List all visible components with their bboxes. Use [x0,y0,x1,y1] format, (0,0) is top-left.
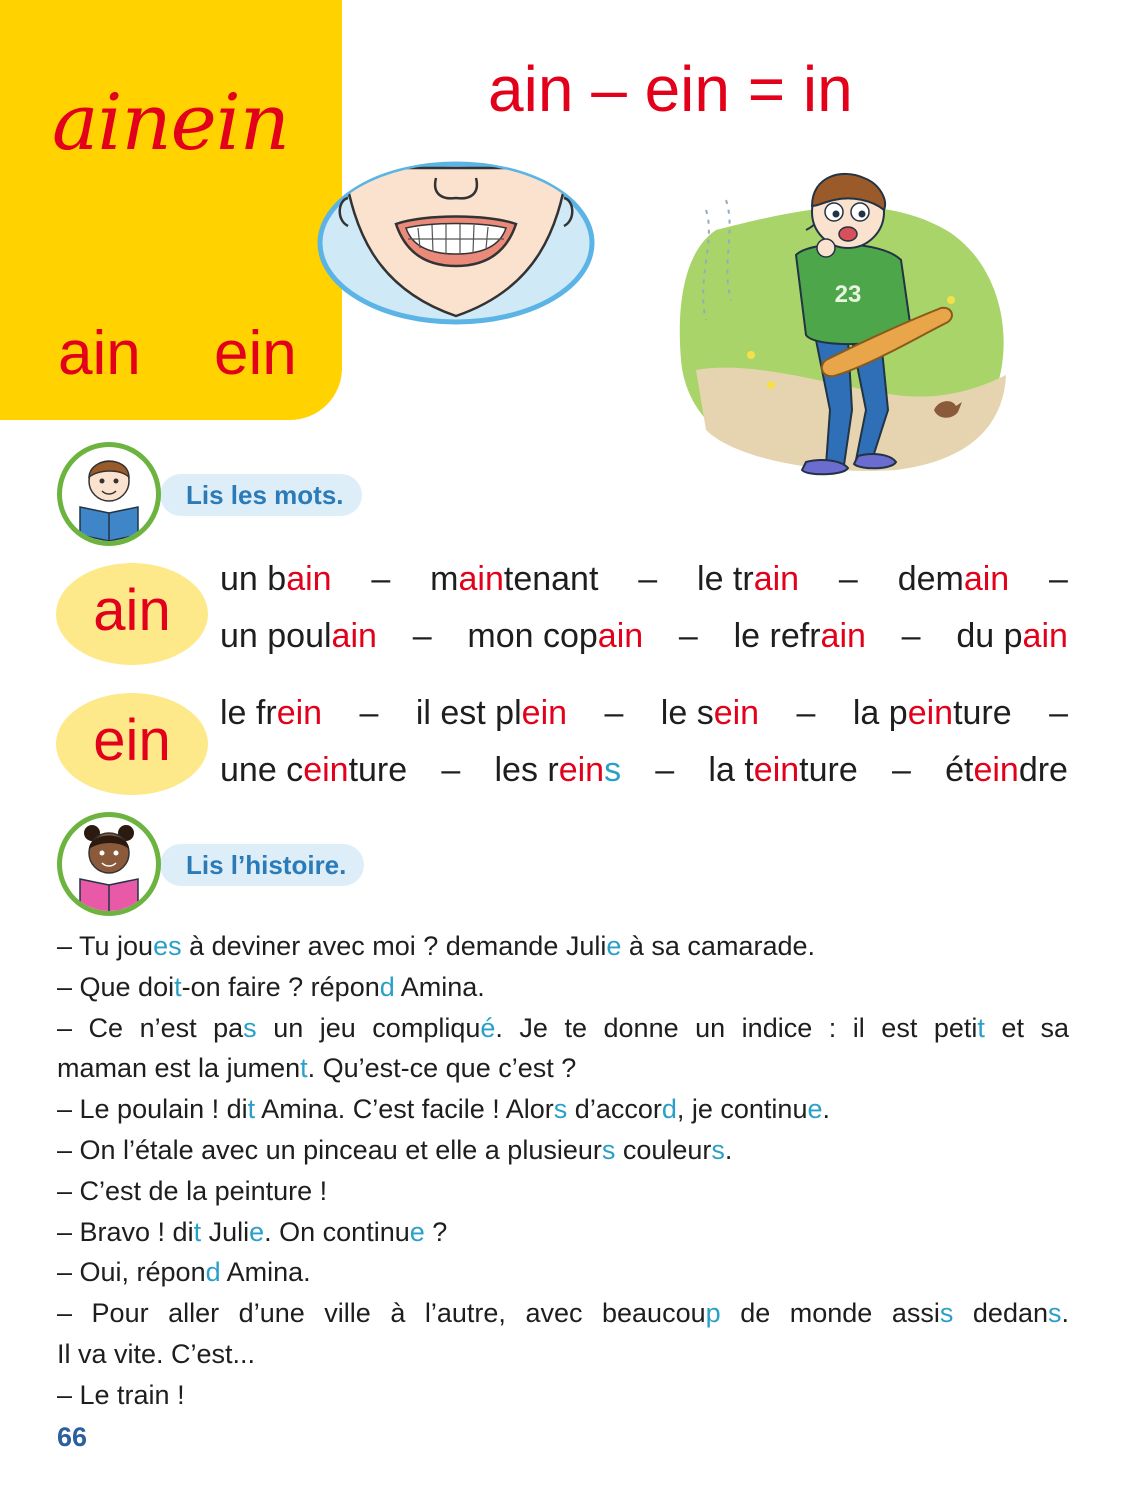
highlighted-grapheme: ein [753,751,800,789]
word-separator: – [359,694,379,732]
silent-letter: e [409,1216,425,1247]
silent-letter: es [153,931,182,961]
silent-letter: s [1048,1298,1062,1329]
word: éteindre [945,751,1068,789]
grapheme-ein: ein [214,319,297,388]
story-text [57,926,1069,1416]
word-separator: – [638,560,658,598]
ain-words-line-1 [220,560,1068,599]
highlighted-grapheme: ein [973,751,1019,789]
highlighted-grapheme: ein [521,694,568,732]
story-line: – C’est de la peinture ! [57,1175,328,1206]
story-line: maman est la jument. Qu’est-ce que c’est ? [57,1053,577,1084]
highlighted-grapheme: ain [331,617,377,655]
silent-letter: t [977,1012,985,1043]
word: le frein [220,694,323,732]
word: les reins [494,751,622,789]
highlighted-grapheme: ain [597,617,644,655]
word: le sein [660,694,760,732]
word-separator: – [371,560,391,598]
silent-letter: d [205,1257,221,1288]
silent-letter: s [601,1134,616,1165]
story-line: – Bravo ! dit Julie. On continue ? [57,1216,448,1247]
silent-letter: d [379,971,395,1002]
cursive-label: ainein [52,78,290,168]
highlighted-grapheme: ein [713,694,760,732]
highlighted-grapheme: ain [458,560,504,598]
silent-letter: t [247,1094,256,1125]
word: le train [697,560,800,598]
word-separator: – [796,694,816,732]
silent-letter: e [249,1216,265,1247]
silent-letter: t [174,971,182,1002]
story-line: – Tu joues à deviner avec moi ? demande Julie à sa camarade. [57,931,815,961]
word-separator: – [412,617,432,655]
smiling-mouth-illustration [314,158,598,328]
word: un poulain [220,617,377,655]
word-separator: – [655,751,675,789]
word: un bain [220,560,332,598]
silent-letter: s [553,1094,568,1125]
silent-letter: s [939,1298,954,1329]
word: il est plein [415,694,568,732]
highlighted-grapheme: ain [1022,617,1068,655]
page-title: ain – ein = in [488,53,853,125]
word: le refrain [733,617,866,655]
silent-letter: é [480,1012,496,1043]
sound-badge-ain: ain [56,563,208,665]
highlighted-grapheme: ein [303,751,349,789]
highlighted-grapheme: ain [753,560,800,598]
story-line: – Ce n’est pas un jeu compliqué. Je te donne un indice : il est petit et sa [57,1012,1069,1043]
word: mon copain [467,617,644,655]
story-line: – Oui, répond Amina. [57,1257,311,1288]
grapheme-ain: ain [58,319,141,388]
word: une ceinture [220,751,408,789]
silent-letter: e [606,931,622,961]
page-number: 66 [57,1422,88,1452]
word-separator: – [1049,560,1068,598]
word: la teinture [708,751,858,789]
jersey-number: 23 [834,281,862,308]
highlighted-grapheme: ein [907,694,954,732]
word-separator: – [678,617,698,655]
ein-words-line-1 [220,694,1068,733]
ein-words-line-2 [220,751,1068,790]
instruction-read-words: Lis les mots. [160,474,362,516]
word-separator: – [901,617,921,655]
highlighted-grapheme: ain [820,617,866,655]
ain-words-line-2 [220,617,1068,656]
word: maintenant [430,560,599,598]
girl-reading-avatar [57,812,161,916]
highlighted-grapheme: ain [286,560,332,598]
instruction-read-story: Lis l’histoire. [160,844,364,886]
boy-reading-avatar [57,442,161,546]
silent-letter: s [243,1012,257,1043]
story-line: – Pour aller d’une ville à l’autre, avec beaucoup de monde assis dedans. [57,1298,1070,1329]
silent-letter: s [604,751,622,789]
word: la peinture [852,694,1012,732]
story-line: – Que doit-on faire ? répond Amina. [57,971,485,1002]
word-separator: – [891,751,911,789]
word-separator: – [441,751,461,789]
story-line: – Le poulain ! dit Amina. C’est facile ! Alors d’accord, je continue. [57,1094,831,1125]
word: du pain [956,617,1068,655]
boy-eating-baguette-illustration [676,170,1016,480]
silent-letter: t [300,1053,308,1084]
silent-letter: d [661,1094,677,1125]
silent-letter: t [193,1216,202,1247]
highlighted-grapheme: ein [558,751,605,789]
word: demain [897,560,1010,598]
story-line: Il va vite. C’est... [57,1338,256,1369]
word-separator: – [1049,694,1068,732]
highlighted-grapheme: ain [963,560,1010,598]
highlighted-grapheme: ein [276,694,323,732]
word-separator: – [838,560,858,598]
silent-letter: s [711,1134,725,1165]
story-line: – On l’étale avec un pinceau et elle a plusieurs couleurs. [57,1134,733,1165]
word-separator: – [604,694,624,732]
silent-letter: p [705,1298,721,1329]
story-line: – Le train ! [57,1379,185,1410]
sound-badge-ein: ein [56,693,208,795]
silent-letter: e [807,1094,823,1125]
